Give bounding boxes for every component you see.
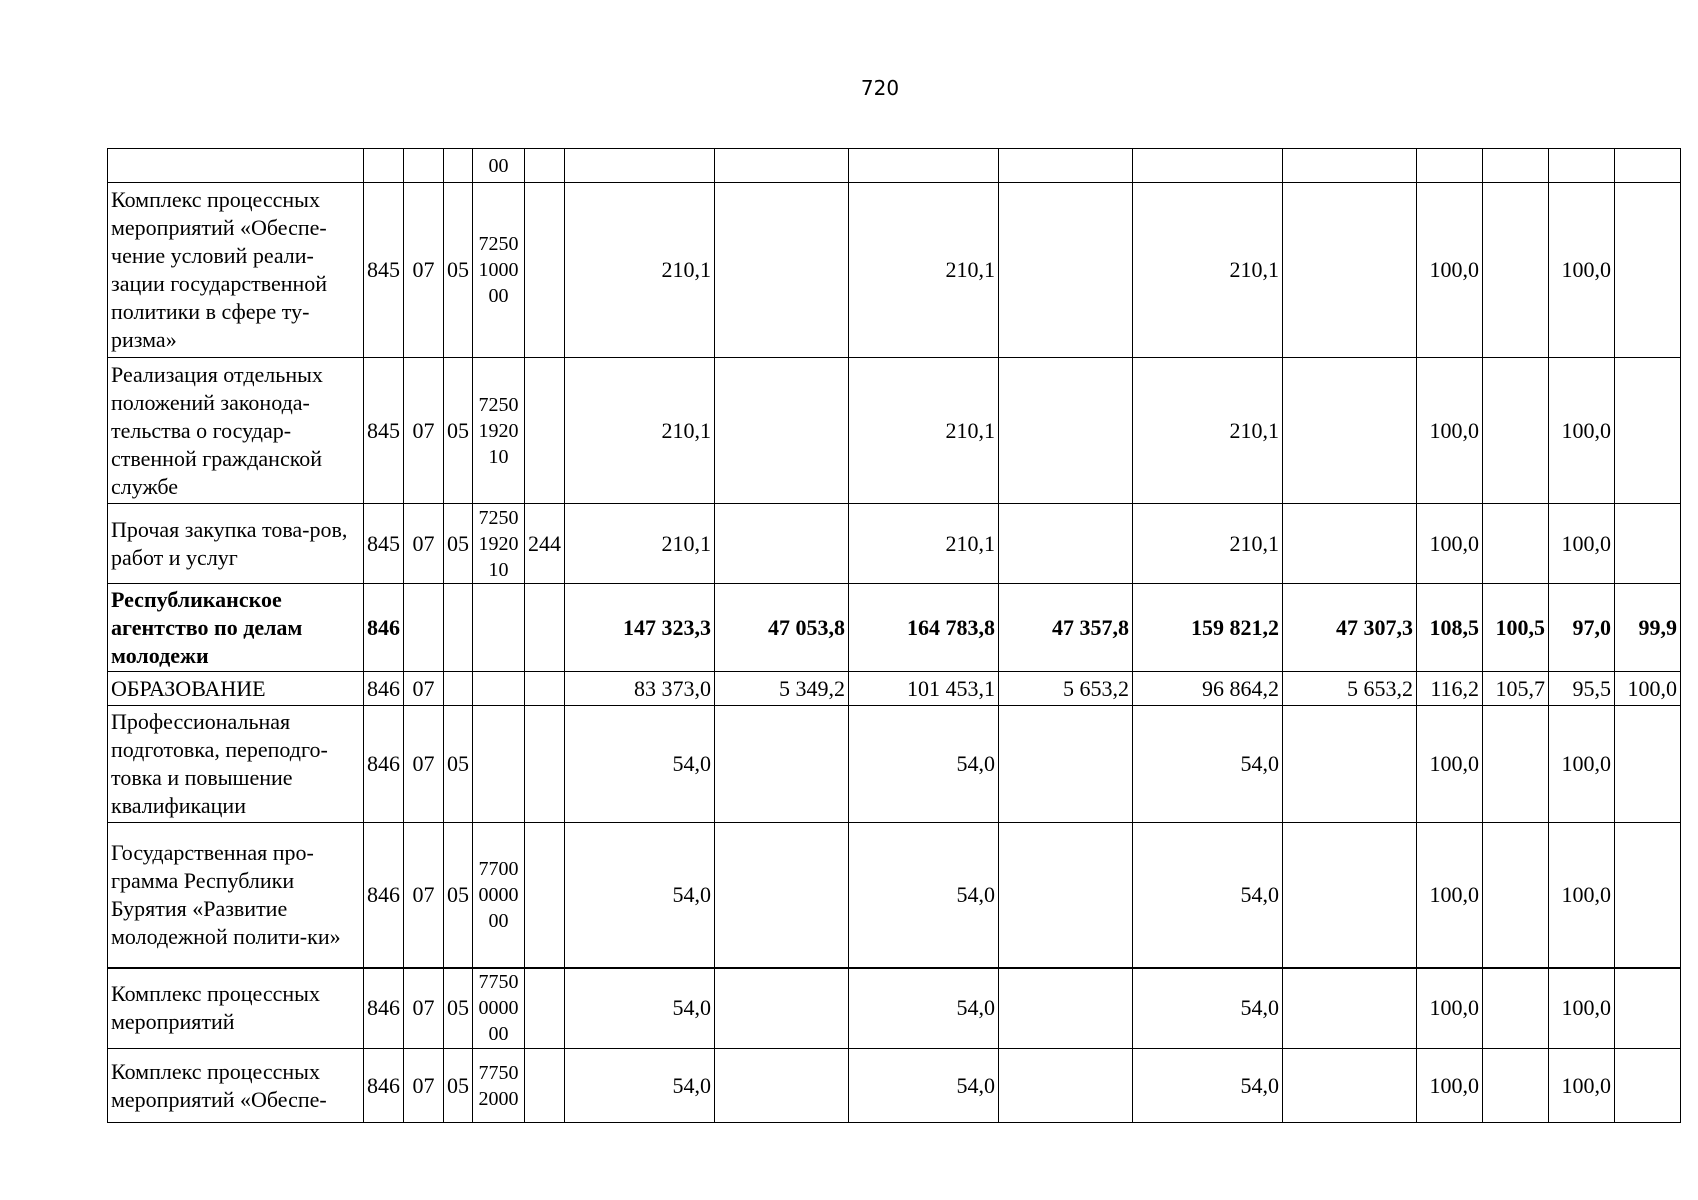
table-row [108,183,1681,358]
code-admin: 845 [364,183,404,358]
code-admin: 846 [364,1049,404,1123]
code-expense-type [525,823,565,968]
value-3: 210,1 [849,183,999,358]
percent-4: 99,9 [1615,584,1681,672]
row-name: Прочая закупка това-ров, работ и услуг [108,504,364,584]
percent-2 [1483,823,1549,968]
code-expense-type [525,149,565,183]
value-4 [999,149,1133,183]
code-target: 7750 2000 [473,1049,525,1123]
code-section [404,584,444,672]
code-section: 07 [404,706,444,823]
value-6 [1283,968,1417,1049]
value-2: 47 053,8 [715,584,849,672]
value-6 [1283,358,1417,504]
code-section [404,149,444,183]
value-3: 210,1 [849,358,999,504]
table-row [108,504,1681,584]
code-admin: 846 [364,706,404,823]
percent-1: 100,0 [1417,823,1483,968]
value-6 [1283,149,1417,183]
code-expense-type [525,968,565,1049]
code-expense-type: 244 [525,504,565,584]
table-row [108,706,1681,823]
row-name: ОБРАЗОВАНИЕ [108,672,364,706]
percent-2 [1483,149,1549,183]
value-5: 54,0 [1133,968,1283,1049]
code-subsection: 05 [444,823,473,968]
code-admin [364,149,404,183]
code-subsection: 05 [444,504,473,584]
percent-3: 100,0 [1549,968,1615,1049]
code-subsection [444,584,473,672]
value-2 [715,504,849,584]
row-name [108,149,364,183]
budget-table [107,148,1681,1123]
percent-3 [1549,149,1615,183]
code-target: 7250 1000 00 [473,183,525,358]
value-1: 210,1 [565,504,715,584]
value-3: 54,0 [849,823,999,968]
code-expense-type [525,183,565,358]
table-row [108,358,1681,504]
page-number: 720 [860,76,900,100]
code-expense-type [525,672,565,706]
value-4 [999,504,1133,584]
value-4 [999,1049,1133,1123]
value-2 [715,358,849,504]
table-row [108,968,1681,1049]
percent-3: 100,0 [1549,823,1615,968]
percent-1: 108,5 [1417,584,1483,672]
value-6 [1283,706,1417,823]
value-1 [565,149,715,183]
percent-1: 100,0 [1417,1049,1483,1123]
code-subsection [444,672,473,706]
value-3: 210,1 [849,504,999,584]
percent-4 [1615,706,1681,823]
percent-1: 116,2 [1417,672,1483,706]
value-1: 54,0 [565,968,715,1049]
code-subsection: 05 [444,706,473,823]
value-5 [1133,149,1283,183]
percent-3: 100,0 [1549,358,1615,504]
value-3: 54,0 [849,968,999,1049]
code-subsection: 05 [444,968,473,1049]
value-4 [999,183,1133,358]
percent-2 [1483,1049,1549,1123]
value-1: 210,1 [565,358,715,504]
code-expense-type [525,358,565,504]
value-6: 5 653,2 [1283,672,1417,706]
code-subsection: 05 [444,358,473,504]
value-5: 210,1 [1133,504,1283,584]
value-1: 54,0 [565,1049,715,1123]
value-2 [715,183,849,358]
value-2 [715,1049,849,1123]
row-name: Государственная про-грамма Республики Бурятия «Развитие молодежной полити-ки» [108,823,364,968]
row-name: Реализация отдельных положений законода-тельства о государ-ственной гражданской службе [108,358,364,504]
value-5: 96 864,2 [1133,672,1283,706]
code-admin: 846 [364,823,404,968]
percent-3: 100,0 [1549,183,1615,358]
percent-1: 100,0 [1417,706,1483,823]
code-admin: 845 [364,504,404,584]
code-target: 7750 0000 00 [473,968,525,1049]
code-admin: 845 [364,358,404,504]
code-section: 07 [404,504,444,584]
percent-4 [1615,823,1681,968]
row-name: Комплекс процессных мероприятий «Обеспе- [108,1049,364,1123]
value-4 [999,823,1133,968]
code-target: 7250 1920 10 [473,504,525,584]
percent-3: 100,0 [1549,706,1615,823]
code-subsection [444,149,473,183]
code-target: 7700 0000 00 [473,823,525,968]
code-target [473,672,525,706]
code-section: 07 [404,358,444,504]
percent-2 [1483,504,1549,584]
row-name: Профессиональная подготовка, переподго-товка и повышение квалификации [108,706,364,823]
table-row [108,823,1681,968]
percent-4 [1615,1049,1681,1123]
value-1: 210,1 [565,183,715,358]
code-target [473,584,525,672]
value-4: 47 357,8 [999,584,1133,672]
code-section: 07 [404,1049,444,1123]
percent-4 [1615,358,1681,504]
percent-2 [1483,358,1549,504]
value-6 [1283,823,1417,968]
value-3: 164 783,8 [849,584,999,672]
percent-3: 95,5 [1549,672,1615,706]
percent-4 [1615,149,1681,183]
code-admin: 846 [364,584,404,672]
percent-4 [1615,504,1681,584]
value-6: 47 307,3 [1283,584,1417,672]
value-2 [715,823,849,968]
code-target: 7250 1920 10 [473,358,525,504]
value-3: 54,0 [849,706,999,823]
code-section: 07 [404,968,444,1049]
percent-1: 100,0 [1417,183,1483,358]
percent-4: 100,0 [1615,672,1681,706]
value-5: 54,0 [1133,706,1283,823]
table-row [108,584,1681,672]
value-5: 210,1 [1133,358,1283,504]
value-5: 54,0 [1133,823,1283,968]
value-4 [999,706,1133,823]
row-name: Республиканское агентство по делам молодежи [108,584,364,672]
percent-1: 100,0 [1417,504,1483,584]
value-1: 54,0 [565,823,715,968]
value-6 [1283,1049,1417,1123]
code-expense-type [525,1049,565,1123]
table-row [108,149,1681,183]
code-target [473,706,525,823]
code-section: 07 [404,672,444,706]
percent-2 [1483,706,1549,823]
value-2 [715,968,849,1049]
value-6 [1283,504,1417,584]
percent-4 [1615,968,1681,1049]
code-subsection: 05 [444,1049,473,1123]
value-5: 159 821,2 [1133,584,1283,672]
percent-1 [1417,149,1483,183]
percent-3: 100,0 [1549,504,1615,584]
percent-3: 100,0 [1549,1049,1615,1123]
value-2 [715,149,849,183]
percent-2 [1483,968,1549,1049]
percent-4 [1615,183,1681,358]
code-subsection: 05 [444,183,473,358]
percent-1: 100,0 [1417,358,1483,504]
value-1: 83 373,0 [565,672,715,706]
value-3: 54,0 [849,1049,999,1123]
table-row [108,1049,1681,1123]
value-3 [849,149,999,183]
value-4 [999,358,1133,504]
code-target: 00 [473,149,525,183]
table-row [108,672,1681,706]
row-name: Комплекс процессных мероприятий «Обеспе-чение условий реали-зации государственной политики в сфере ту-ризма» [108,183,364,358]
value-1: 147 323,3 [565,584,715,672]
percent-3: 97,0 [1549,584,1615,672]
code-admin: 846 [364,968,404,1049]
code-section: 07 [404,823,444,968]
value-4 [999,968,1133,1049]
row-name: Комплекс процессных мероприятий [108,968,364,1049]
value-1: 54,0 [565,706,715,823]
percent-2: 100,5 [1483,584,1549,672]
value-5: 210,1 [1133,183,1283,358]
value-2 [715,706,849,823]
code-admin: 846 [364,672,404,706]
value-2: 5 349,2 [715,672,849,706]
value-3: 101 453,1 [849,672,999,706]
percent-2: 105,7 [1483,672,1549,706]
code-expense-type [525,706,565,823]
percent-1: 100,0 [1417,968,1483,1049]
code-section: 07 [404,183,444,358]
code-expense-type [525,584,565,672]
value-5: 54,0 [1133,1049,1283,1123]
value-6 [1283,183,1417,358]
percent-2 [1483,183,1549,358]
value-4: 5 653,2 [999,672,1133,706]
